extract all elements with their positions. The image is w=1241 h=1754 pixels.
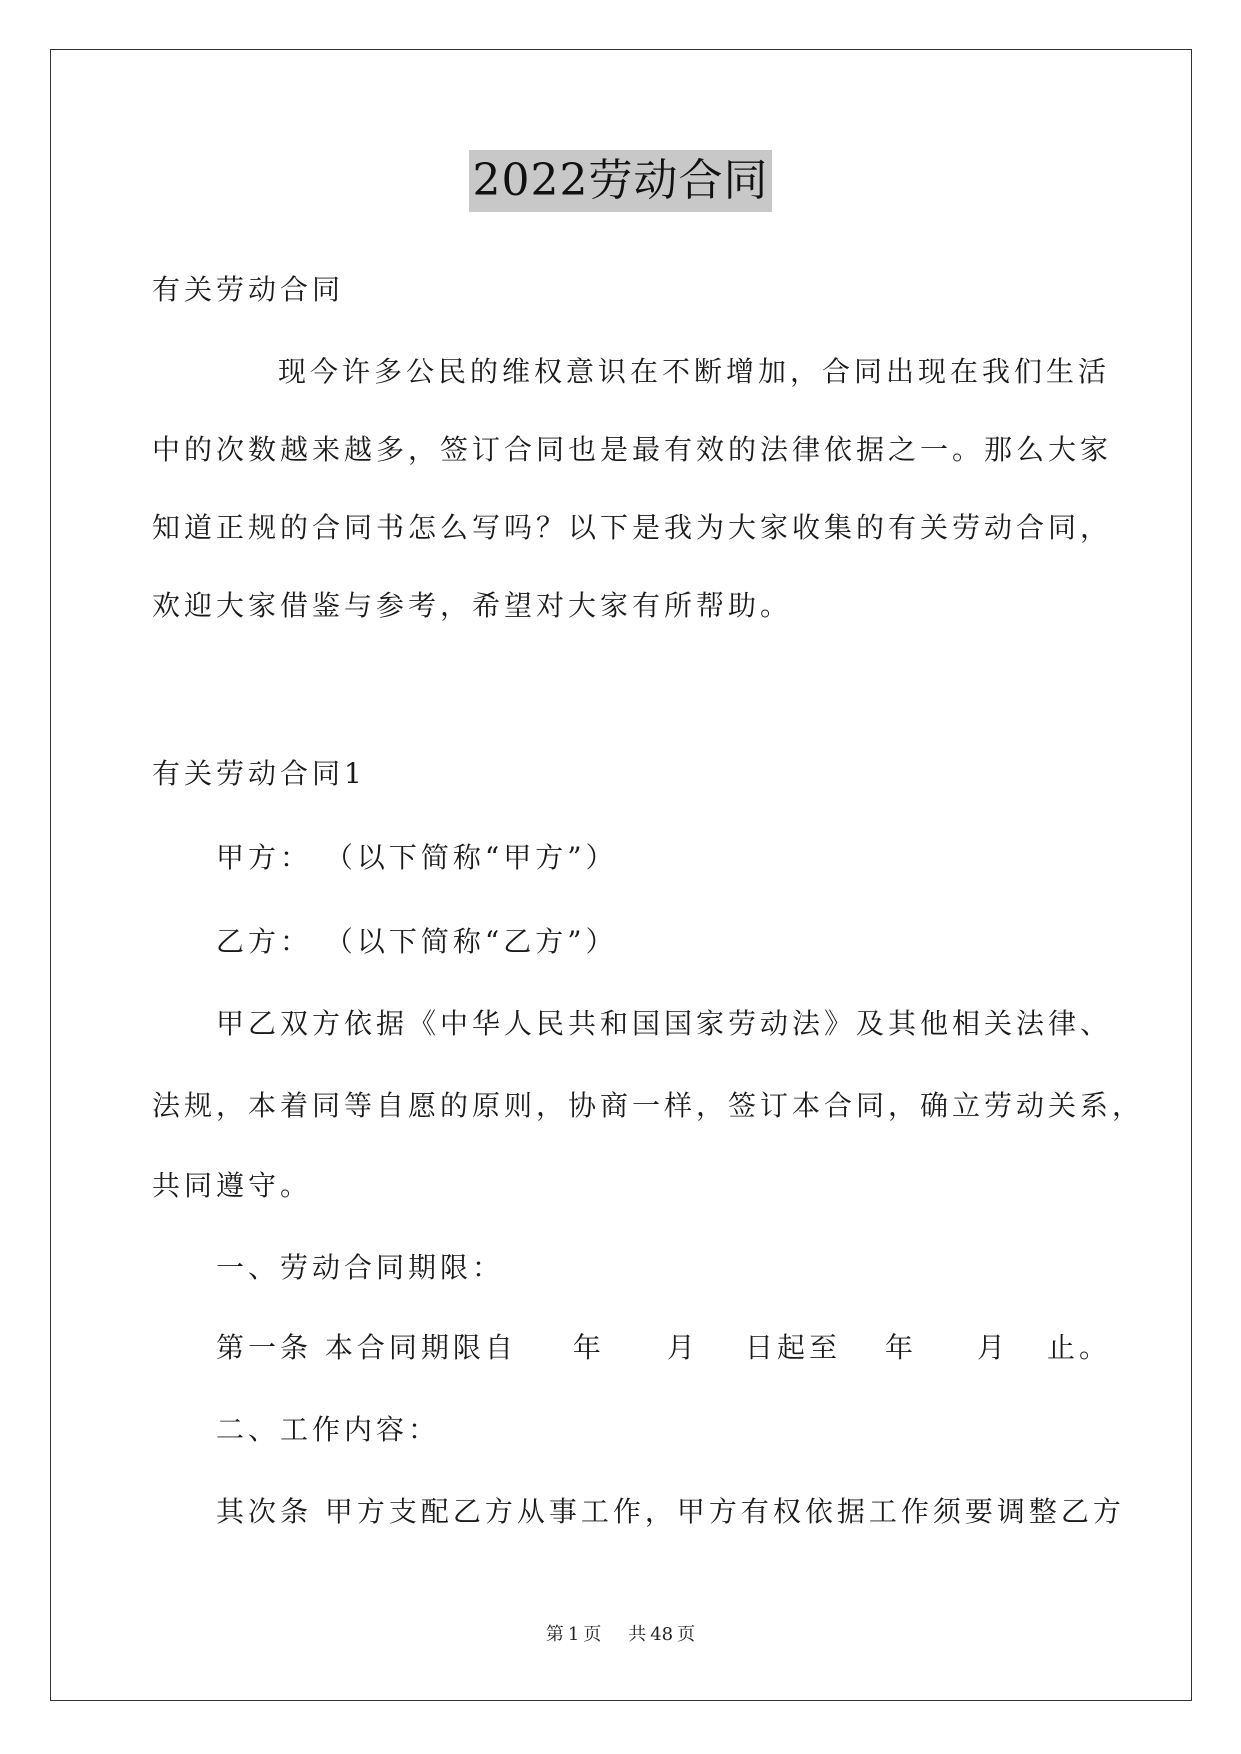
clause-1-part: 止。 <box>1046 1331 1111 1364</box>
clause-1-part: 年 <box>884 1331 917 1364</box>
clause-1-heading: 一、劳动合同期限： <box>216 1251 505 1284</box>
basis-paragraph-line: 法规，本着同等自愿的原则，协商一样，签订本合同，确立劳动关系， <box>152 1089 1145 1122</box>
clause-1-part: 第一条 本合同期限自 <box>216 1331 517 1364</box>
page-footer <box>0 1623 1241 1647</box>
section-heading: 有关劳动合同1 <box>152 757 366 790</box>
intro-paragraph-line: 知道正规的合同书怎么写吗？以下是我为大家收集的有关劳动合同， <box>152 511 1113 544</box>
clause-1-part: 日起至 <box>744 1331 841 1364</box>
clause-1-part: 月 <box>976 1331 1009 1364</box>
clause-1-text <box>216 1328 1111 1368</box>
footer-page-number: 1 <box>567 1624 580 1645</box>
footer-total-label: 共 <box>628 1624 647 1645</box>
document-title: 2022劳动合同 <box>469 150 773 212</box>
basis-paragraph-line: 甲乙双方依据《中华人民共和国国家劳动法》及其他相关法律、 <box>216 1007 1113 1040</box>
intro-paragraph-line: 中的次数越来越多，签订合同也是最有效的法律依据之一。那么大家 <box>152 433 1113 466</box>
title-container <box>0 150 1241 212</box>
clause-2-text: 其次条 甲方支配乙方从事工作，甲方有权依据工作须要调整乙方 <box>216 1495 1125 1528</box>
intro-heading: 有关劳动合同 <box>152 273 345 306</box>
party-b-line: 乙方： （以下简称“乙方”） <box>216 925 618 958</box>
intro-paragraph-line: 现今许多公民的维权意识在不断增加，合同出现在我们生活 <box>278 355 1111 388</box>
footer-total-unit: 页 <box>677 1624 696 1645</box>
intro-paragraph-line: 欢迎大家借鉴与参考，希望对大家有所帮助。 <box>152 589 793 622</box>
footer-page-unit: 页 <box>583 1624 602 1645</box>
clause-1-part: 年 <box>572 1331 605 1364</box>
clause-1-part: 月 <box>666 1331 699 1364</box>
clause-2-heading: 二、工作内容： <box>216 1413 441 1446</box>
basis-paragraph-line: 共同遵守。 <box>152 1169 313 1202</box>
footer-page-label: 第 <box>545 1624 564 1645</box>
party-a-line: 甲方： （以下简称“甲方”） <box>216 841 618 874</box>
footer-total-number: 48 <box>650 1624 674 1645</box>
